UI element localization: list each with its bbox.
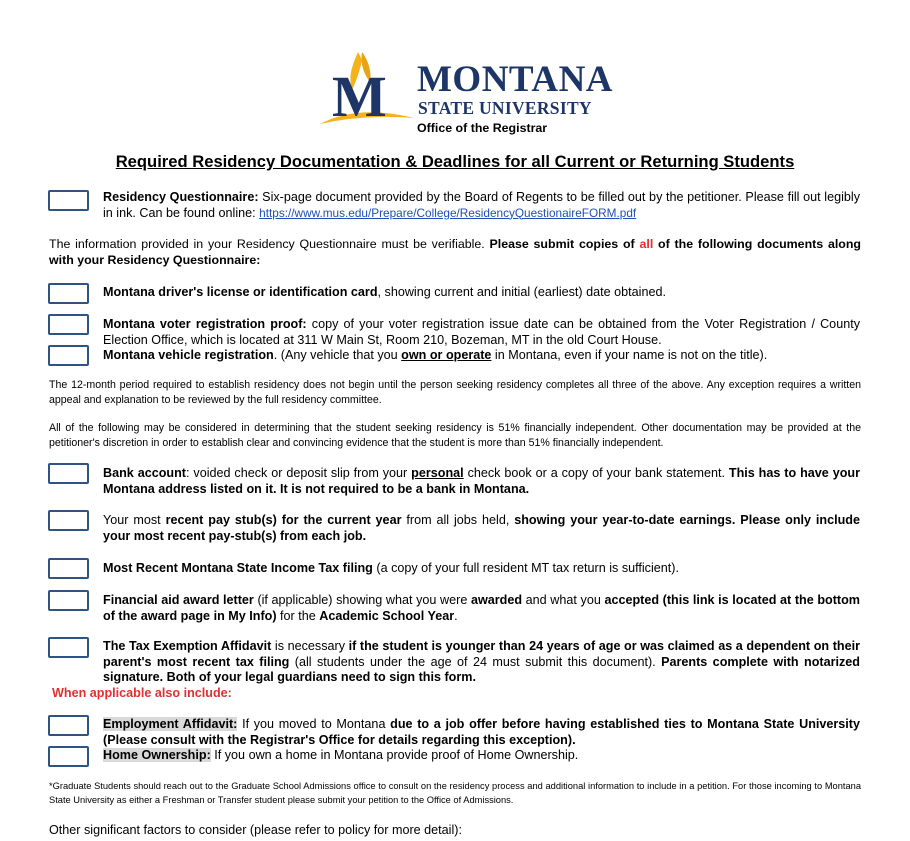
logo-mark-icon — [318, 52, 416, 126]
vehicle-label: Montana vehicle registration — [103, 348, 274, 362]
aid-b1: Financial aid award letter — [103, 593, 254, 607]
tax-filing-text: (a copy of your full resident MT tax return is sufficient). — [372, 561, 679, 575]
paystub-t2: from all jobs held, — [401, 513, 515, 527]
bank-item — [103, 466, 860, 497]
checkbox-vehicle[interactable] — [48, 345, 89, 366]
checkbox-tax-filing[interactable] — [48, 558, 89, 579]
vehicle-own-operate: own or operate — [401, 348, 492, 362]
exemption-t1: is necessary — [271, 639, 349, 653]
paystub-t1: Your most — [103, 513, 166, 527]
university-subname: STATE UNIVERSITY — [418, 98, 592, 118]
questionnaire-item — [103, 190, 860, 221]
checkbox-tax-exemption[interactable] — [48, 637, 89, 658]
aid-b4: Academic School Year — [319, 608, 455, 623]
graduate-note — [49, 780, 861, 807]
verifiable-bold-b: of the following documents along with your Residency Questionnaire: — [49, 237, 861, 267]
graduate-text: Graduate Students should reach out to the Graduate School Admissions office to consult on the residency process and additional information to include in a petition. For those incoming to Montana State University as either a Freshman or Transfer student please submit your petition to the Office of Admissions. — [49, 781, 861, 805]
voter-item — [103, 317, 860, 348]
employment-t1: If you moved to Montana — [237, 717, 391, 731]
checkbox-voter[interactable] — [48, 314, 89, 335]
checkbox-license[interactable] — [48, 283, 89, 304]
paystub-item — [103, 513, 860, 544]
twelve-month-note: The 12-month period required to establish residency does not begin until the person seeking residency completes all three of the above. Any exception requires a written appeal and explanation to be reviewed by the full residency committee. — [49, 379, 861, 406]
bank-label: Bank account — [103, 466, 186, 480]
questionnaire-link[interactable]: https://www.mus.edu/Prepare/College/ResidencyQuestionaireFORM.pdf — [259, 205, 637, 220]
verifiable-bold-a: Please submit copies of — [489, 237, 640, 251]
university-name: MONTANA — [417, 59, 614, 100]
aid-b2: awarded — [470, 593, 523, 607]
bank-text-b: check book or a copy of your bank statement. — [463, 466, 729, 480]
license-item — [103, 285, 860, 301]
employment-item — [103, 717, 860, 748]
financial-aid-item — [103, 593, 860, 624]
checkbox-paystub[interactable] — [48, 510, 89, 531]
license-text: , showing current and initial (earliest) date obtained. — [377, 285, 666, 299]
checkbox-financial-aid[interactable] — [48, 590, 89, 611]
vehicle-text-b: in Montana, even if your name is not on the title). — [491, 348, 768, 362]
checkbox-home[interactable] — [48, 746, 89, 767]
checkbox-employment[interactable] — [48, 715, 89, 736]
msu-logo — [318, 52, 416, 126]
paystub-b2: showing your year-to-date earnings. Please only include your most recent pay-stub(s) from each job. — [103, 513, 861, 543]
home-item — [103, 748, 860, 764]
exemption-b3: Parents complete with notarized signature. Both of your legal guardians need to sign this form. — [103, 654, 860, 684]
exemption-t2: (all students under the age of 24 must submit this document). — [289, 654, 662, 669]
tax-exemption-item — [103, 639, 860, 686]
graduate-star: * — [49, 781, 53, 791]
logo-letter: M — [332, 64, 387, 126]
when-applicable-heading: When applicable also include: — [52, 686, 232, 700]
aid-t1: (if applicable) showing what you were — [253, 593, 471, 607]
financial-note: All of the following may be considered in determining that the student seeking residency is 51% financially independent. Other documentation may be provided at the petitioner's discretion in order to establish clear and convincing evidence that the student is more than 51% financially independent. — [49, 422, 861, 449]
office-name: Office of the Registrar — [417, 121, 548, 135]
paystub-b1: recent pay stub(s) for the current year — [165, 513, 402, 527]
vehicle-item — [103, 348, 860, 364]
aid-t4: . — [454, 608, 458, 623]
vehicle-text-a: . (Any vehicle that you — [273, 348, 402, 362]
verifiable-paragraph — [49, 237, 861, 268]
aid-t3: for the — [276, 608, 320, 623]
exemption-b1: The Tax Exemption Affidavit — [103, 639, 272, 653]
employment-b1: due to a job offer before having established ties to Montana State University (Please consult with the Registrar's Office for details regarding this exception). — [103, 717, 860, 747]
other-factors: Other significant factors to consider (please refer to policy for more detail): — [49, 823, 462, 837]
bank-bold: This has to have your Montana address listed on it. It is not required to be a bank in Montana. — [103, 466, 860, 496]
voter-label: Montana voter registration proof: — [103, 317, 307, 331]
tax-filing-label: Most Recent Montana State Income Tax filing — [103, 561, 373, 575]
verifiable-text: The information provided in your Residency Questionnaire must be verifiable. — [49, 237, 490, 251]
checkbox-questionnaire[interactable] — [48, 190, 89, 211]
questionnaire-text: Six-page document provided by the Board of Regents to be filled out by the petitioner. Please fill out legibly in ink. Can be found online: — [103, 190, 860, 220]
license-label: Montana driver's license or identification card — [103, 285, 378, 299]
questionnaire-label: Residency Questionnaire: — [103, 190, 259, 204]
voter-text: copy of your voter registration issue date can be obtained from the Voter Registration / County Election Office, which is located at 311 W Main St, Room 210, Bozeman, MT in the old Court House. — [103, 317, 860, 347]
page-title: Required Residency Documentation & Deadlines for all Current or Returning Students — [115, 152, 795, 171]
tax-filing-item — [103, 561, 860, 577]
exemption-b2: if the student is younger than 24 years of age or was claimed as a dependent on their parent's most recent tax filing — [103, 639, 860, 669]
bank-personal: personal — [411, 466, 464, 480]
verifiable-all: all — [639, 237, 654, 251]
checkbox-bank[interactable] — [48, 463, 89, 484]
bank-text-a: : voided check or deposit slip from your — [186, 466, 412, 480]
employment-label: Employment Affidavit: — [103, 717, 238, 731]
aid-t2: and what you — [522, 593, 605, 607]
aid-b3: accepted (this link is located at the bottom of the award page in My Info) — [103, 593, 860, 623]
home-label: Home Ownership: — [103, 748, 211, 762]
home-text: If you own a home in Montana provide proof of Home Ownership. — [210, 748, 579, 762]
